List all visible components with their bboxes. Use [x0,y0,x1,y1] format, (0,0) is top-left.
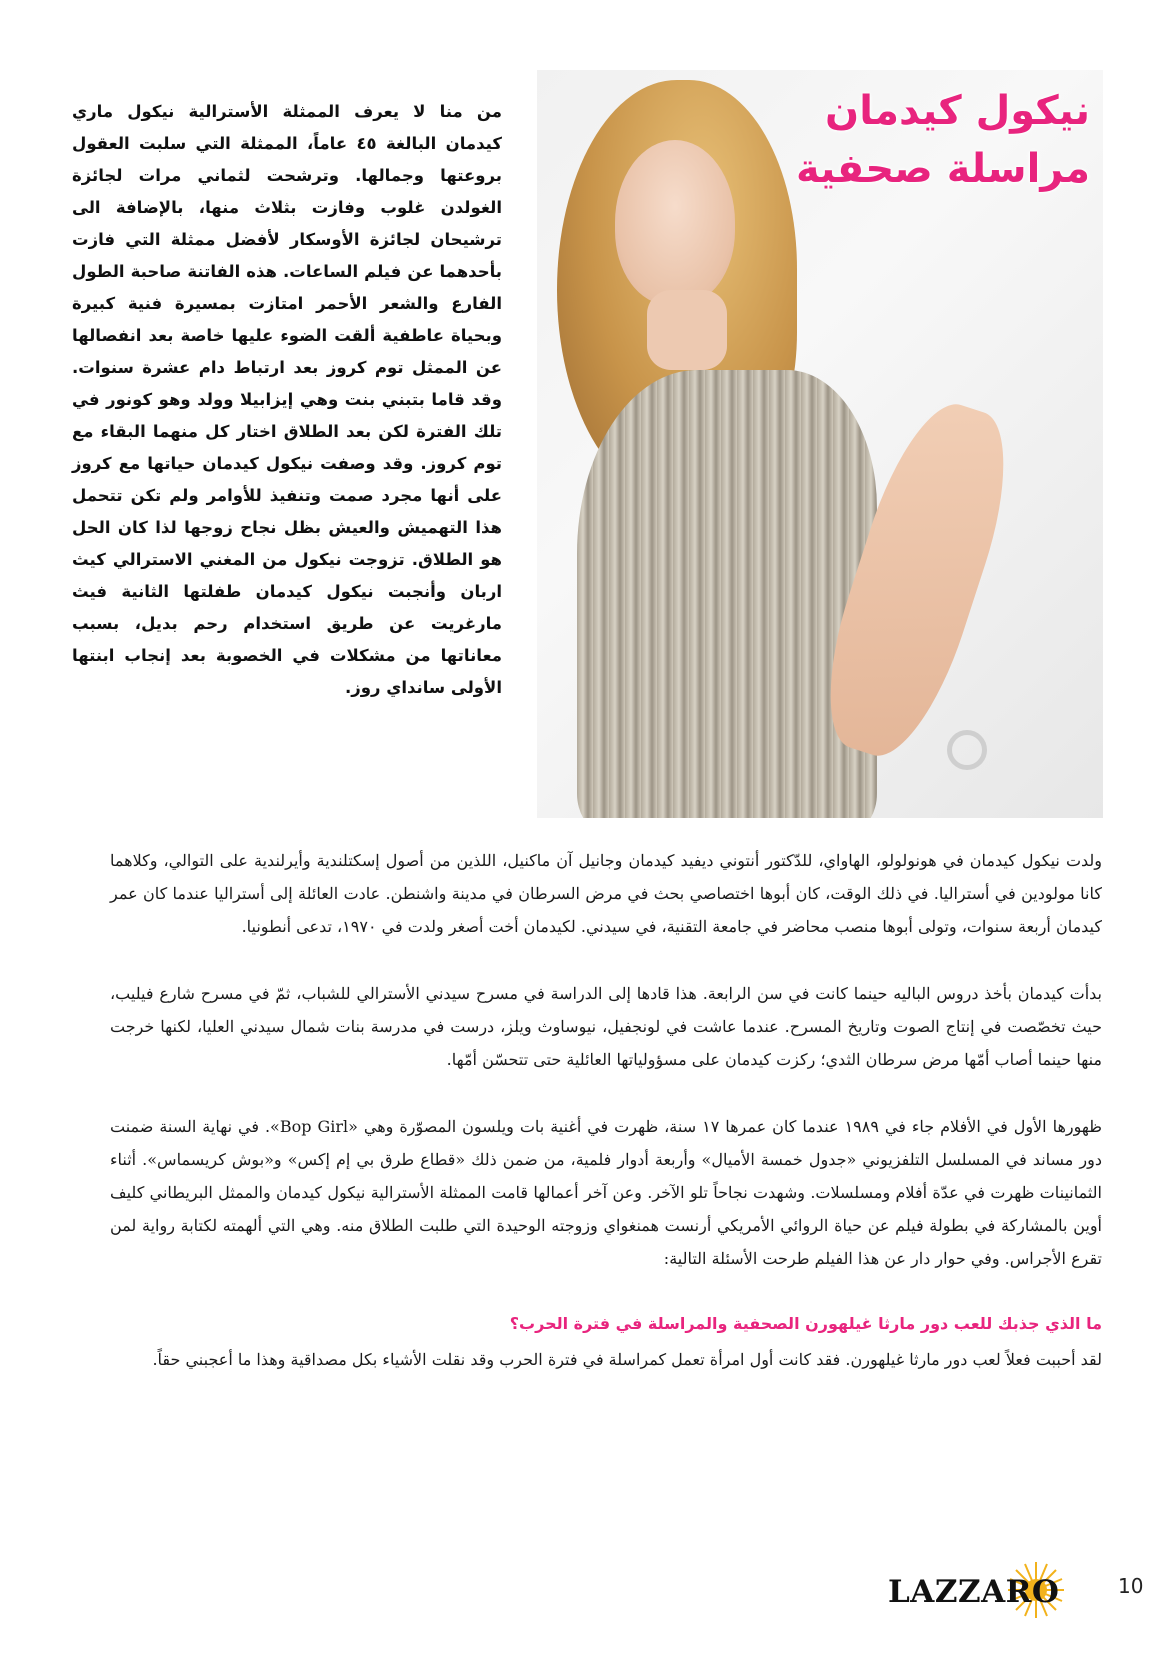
title-line-1: نيكول كيدمان [825,88,1090,134]
paragraph-3: ظهورها الأول في الأفلام جاء في ١٩٨٩ عندما كان عمرها ١٧ سنة، ظهرت في أغنية بات ويلسون المصوّرة وهي «Bop Girl». في نهاية السنة ضمنت دور مساند في المسلسل التلفزيوني «جدول خمسة الأميال» وأربعة أدوار فلمية، من ضمن ذلك «قطاع طرق بي إم إكس» و«بوش كريسماس». أثناء الثمانينات ظهرت في عدّة أفلام ومسلسلات. وشهدت نجاحاً تلو الآخر. وعن آخر أعمالها قامت الممثلة الأسترالية نيكول كيدمان والممثل البريطاني كليف أوين بالمشاركة في بطولة فيلم عن حياة الروائي الأمريكي أرنست همنغواي وزوجته الوحيدة التي طلبت الطلاق منه. وهي التي ألهمته لكتابة رواية لمن تقرع الأجراس. وفي حوار دار عن هذا الفيلم طرحت الأسئلة التالية: [110,1117,1103,1268]
page-number: 10 [1118,1574,1144,1598]
bio-column [72,96,502,704]
photo-neck [647,290,727,370]
bio-text: من منا لا يعرف الممثلة الأسترالية نيكول ماري كيدمان البالغة ٤٥ عاماً، الممثلة التي سلبت العقول بروعتها وجمالها. وترشحت لثماني مرات لجائزة الغولدن غلوب وفازت بثلاث منها، بالإضافة الى ترشيحان لجائزة الأوسكار لأفضل ممثلة التي فازت بأحدهما عن فيلم الساعات. هذه الفاتنة صاحبة الطول الفارع والشعر الأحمر امتازت بمسيرة فنية كبيرة وبحياة عاطفية ألقت الضوء عليها خاصة بعد انفصالها عن الممثل توم كروز بعد ارتباط دام عشرة سنوات. وقد قاما بتبني بنت وهي إيزابيلا وولد وهو كونور في تلك الفترة لكن بعد الطلاق اختار كل منهما البقاء مع توم كروز. وقد وصفت نيكول كيدمان حياتها مع كروز على أنها مجرد صمت وتنفيذ للأوامر ولم تكن تتحمل هذا التهميش والعيش بظل نجاح زوجها لذا كان الحل هو الطلاق. تزوجت نيكول من المغني الاسترالي كيث اربان وأنجبت نيكول كيدمان طفلتها الثانية فيث مارغريت عن طريق استخدام رحم بديل، بسبب معاناتها من مشكلات في الخصوبة بعد إنجاب ابنتها الأولى سانداي روز. [72,102,502,697]
interview-question: ما الذي جذبك للعب دور مارثا غيلهورن الصحفية والمراسلة في فترة الحرب؟ [509,1314,1102,1333]
logo-text: LAZZARO [888,1574,1060,1610]
paragraph-1: ولدت نيكول كيدمان في هونولولو، الهاواي، للدّكتور أنتوني ديفيد كيدمان وجانيل آن ماكنيل، اللذين من أصول إسكتلندية وأيرلندية على التوالي، وكلاهما كانا مولودين في أستراليا. في ذلك الوقت، كان أبوها اختصاصي بحث في مرض السرطان في مدينة واشنطن. عادت العائلة إلى أستراليا عندما كان عمر كيدمان أربعة سنوات، وتولى أبوها منصب محاضر في جامعة التقنية، في سيدني. لكيدمان أخت أصغر ولدت في ١٩٧٠، تدعى أنطونيا. [110,851,1103,936]
article-title [770,82,1090,198]
title-line-2: مراسلة صحفية [795,146,1090,192]
photo-bracelet [947,730,987,770]
article-body [110,844,1102,1386]
interview-answer: لقد أحببت فعلاً لعب دور مارثا غيلهورن. فقد كانت أول امرأة تعمل كمراسلة في فترة الحرب وقد نقلت الأشياء بكل مصداقية وهذا ما أعجبني حقاً. [152,1350,1102,1369]
lazzaro-logo [888,1560,1078,1620]
paragraph-2: بدأت كيدمان بأخذ دروس الباليه حينما كانت في سن الرابعة. هذا قادها إلى الدراسة في مسرح سيدني الأسترالي للشباب، ثمّ في مسرح شارع فيليب، حيث تخصّصت في إنتاج الصوت وتاريخ المسرح. عندما عاشت في لونجفيل، نيوساوث ويلز، درست في مدرسة بنات شمال سيدني العليا، لكنها خرجت منها حينما أصاب أمّها مرض سرطان الثدي؛ ركزت كيدمان على مسؤولياتها العائلية حتى تتحسّن أمّها. [110,984,1102,1069]
photo-face [615,140,735,305]
photo-dress [577,370,877,818]
